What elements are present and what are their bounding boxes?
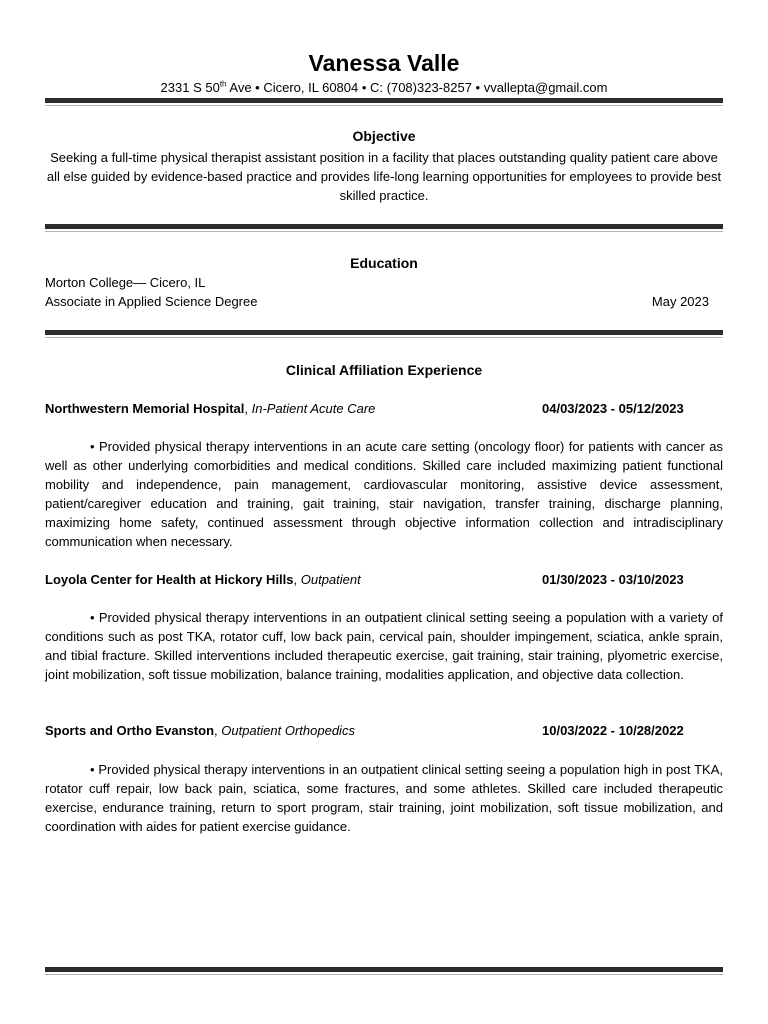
job-title-line: Sports and Ortho Evanston, Outpatient Orthopedics	[45, 723, 355, 738]
job-description: • Provided physical therapy interventions in an outpatient clinical setting seeing a population with a variety of conditions such as post TKA, rotator cuff, low back pain, cervical pain, shoulder impingement, sciatica, ankle sprain, and tibial fracture. Skilled interventions included therapeutic exercise, gait training, stair training, plyometric exercise, joint mobilization, soft tissue mobilization, balance training, modalities application, and objective data collection.	[45, 610, 723, 682]
section-divider	[45, 224, 723, 229]
job-title-line: Loyola Center for Health at Hickory Hills, Outpatient	[45, 572, 361, 587]
objective-heading: Objective	[352, 128, 416, 144]
job-dates: 01/30/2023 - 03/10/2023	[542, 572, 684, 587]
education-degree: Associate in Applied Science Degree	[45, 294, 258, 309]
education-date: May 2023	[651, 294, 709, 309]
job-organization: Sports and Ortho Evanston	[45, 723, 215, 738]
job-setting: In-Patient Acute Care	[251, 401, 376, 416]
contact-ordinal-suffix: th	[219, 79, 227, 89]
contact-line	[0, 79, 768, 97]
education-heading: Education	[350, 255, 418, 271]
contact-details: Ave • Cicero, IL 60804 • C: (708)323-8257 • vvallepta@gmail.com	[226, 80, 608, 95]
job-description: • Provided physical therapy interventions in an acute care setting (oncology floor) for patients with cancer as well as other underlying comorbidities and medical conditions. Skilled care included maximizing patient functional mobility and independence, pain management, cardiovascular monitoring, assistive device assessment, patient/caregiver education and training, gait training, stair navigation, transfer training, discharge planning, maximizing home safety, continued assessment through objective information collection and intradisciplinary communication when necessary.	[45, 439, 723, 549]
job-setting: Outpatient Orthopedics	[221, 723, 355, 738]
job-dates: 10/03/2022 - 10/28/2022	[542, 723, 684, 738]
education-school: Morton College— Cicero, IL	[45, 275, 206, 290]
contact-address-start: 2331 S 50	[160, 80, 220, 95]
job-organization: Northwestern Memorial Hospital	[45, 401, 245, 416]
candidate-name: Vanessa Valle	[308, 50, 460, 76]
job-dates: 04/03/2023 - 05/12/2023	[542, 401, 684, 416]
section-divider	[45, 967, 723, 972]
section-divider	[45, 98, 723, 103]
section-divider	[45, 330, 723, 335]
objective-text: Seeking a full-time physical therapist assistant position in a facility that places outstanding quality patient care above all else guided by evidence-based practice and provides life-long learning opportunities for employees to provide best skilled practice.	[46, 150, 722, 203]
experience-heading: Clinical Affiliation Experience	[285, 362, 483, 378]
job-setting: Outpatient	[300, 572, 361, 587]
job-title-line: Northwestern Memorial Hospital, In-Patient Acute Care	[45, 401, 376, 416]
job-organization: Loyola Center for Health at Hickory Hills	[45, 572, 294, 587]
job-description: • Provided physical therapy interventions in an outpatient clinical setting seeing a population high in post TKA, rotator cuff repair, low back pain, sciatica, some fractures, and some athletes. Skilled care included therapeutic exercise, endurance training, return to sport program, stair training, joint mobilization, soft tissue mobilization, and coordination with aides for patient exercise guidance.	[45, 762, 723, 834]
